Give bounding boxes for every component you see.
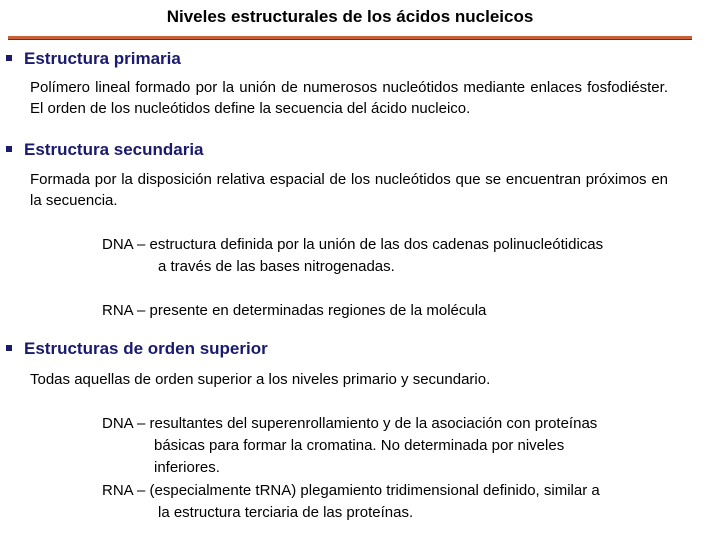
section-text-orden-superior: Todas aquellas de orden superior a los niveles primario y secundario. — [30, 371, 491, 388]
section-heading-primaria — [6, 48, 181, 70]
entry-continuation: básicas para formar la cromatina. No determinada por niveles inferiores. — [154, 437, 565, 476]
entry-continuation: a través de las bases nitrogenadas. — [158, 258, 395, 275]
entry-dna-secundaria — [102, 234, 662, 278]
entry-rna-orden-superior — [102, 480, 662, 524]
section-heading-secundaria — [6, 139, 204, 161]
section-heading-label: Estructura secundaria — [24, 140, 204, 159]
entry-label: RNA — [102, 302, 133, 319]
section-text-primaria: Polímero lineal formado por la unión de numerosos nucleótidos mediante enlaces fosfodiéster. El orden de los nucleótidos define la secuencia del ácido nucleico. — [30, 79, 668, 117]
entry-label: DNA — [102, 415, 133, 432]
entry-continuation: la estructura terciaria de las proteínas. — [158, 504, 414, 521]
entry-rna-secundaria — [102, 300, 662, 322]
section-heading-label: Estructura primaria — [24, 49, 181, 68]
entry-text: – presente en determinadas regiones de la molécula — [132, 302, 487, 319]
entry-text: – resultantes del superenrollamiento y de la asociación con proteínas — [132, 415, 598, 432]
entry-label: RNA — [102, 482, 133, 499]
entry-text: – (especialmente tRNA) plegamiento tridimensional definido, similar a — [132, 482, 600, 499]
square-bullet-icon — [6, 55, 12, 61]
section-heading-label: Estructuras de orden superior — [24, 339, 268, 358]
entry-label: DNA — [102, 236, 133, 253]
square-bullet-icon — [6, 345, 12, 351]
entry-dna-orden-superior — [102, 413, 642, 479]
entry-text: – estructura definida por la unión de las dos cadenas polinucleótidicas — [132, 236, 604, 253]
title-divider — [8, 36, 692, 40]
section-heading-orden-superior — [6, 338, 268, 360]
square-bullet-icon — [6, 146, 12, 152]
section-text-secundaria: Formada por la disposición relativa espacial de los nucleótidos que se encuentran próximos en la secuencia. — [30, 171, 668, 209]
page-title: Niveles estructurales de los ácidos nucleicos — [166, 7, 534, 26]
